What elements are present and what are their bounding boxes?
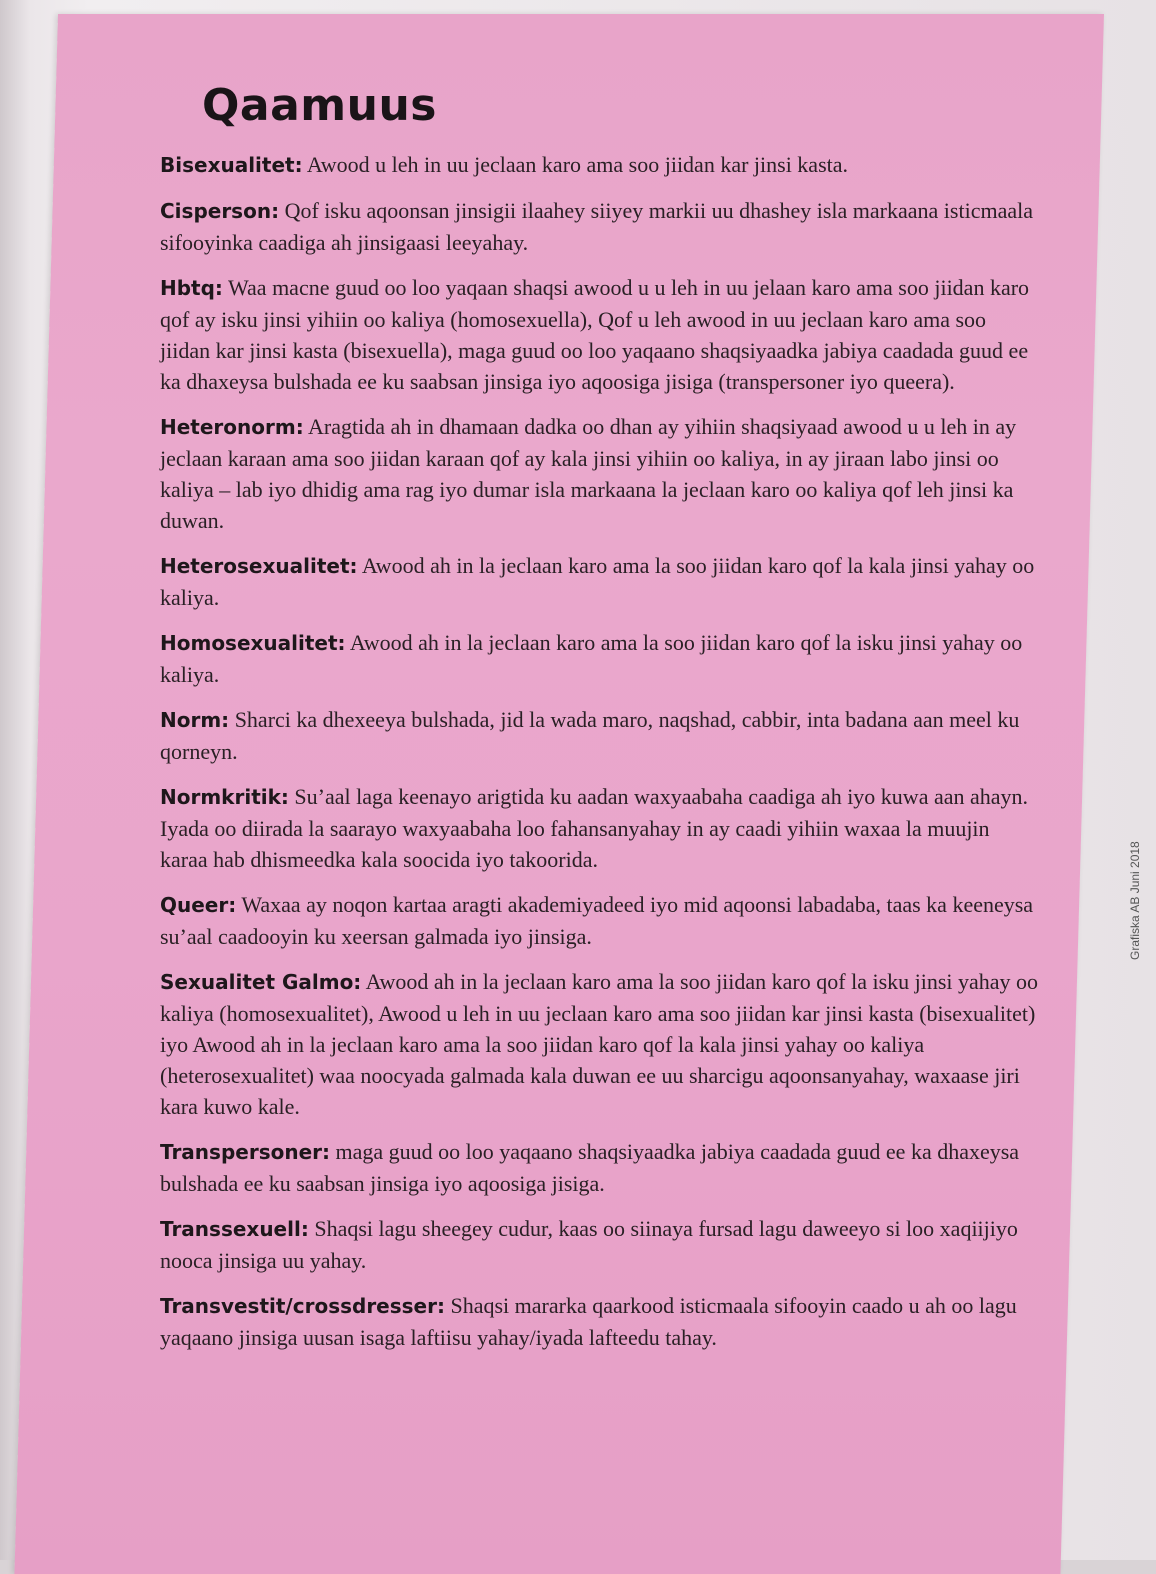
entry-definition: Awood u leh in uu jeclaan karo ama soo jiidan kar jinsi kasta. bbox=[302, 152, 849, 177]
glossary-entry-cisperson bbox=[160, 195, 1040, 258]
entry-term: Normkritik: bbox=[160, 785, 289, 809]
glossary-entry-norm bbox=[160, 704, 1040, 767]
entry-definition: Awood ah in la jeclaan karo ama la soo jiidan karo qof la kala jinsi yahay oo kaliya. bbox=[160, 553, 1035, 610]
entry-term: Heterosexualitet: bbox=[160, 554, 358, 578]
glossary-entry-normkritik bbox=[160, 781, 1040, 875]
entry-term: Homosexualitet: bbox=[160, 631, 346, 655]
entry-term: Transvestit/crossdresser: bbox=[160, 1294, 445, 1318]
entry-definition: Su’aal laga keenayo arigtida ku aadan waxyaabaha caadiga ah iyo kuwa aan ahayn. Iyada oo diirada la saarayo waxyaabaha loo fahansanyahay in ay caadi yihiin waxaa la muujin karaa hab dhismeedka kala soocida iyo takoorida. bbox=[160, 784, 1029, 872]
page-title: Qaamuus bbox=[202, 80, 437, 131]
entry-definition: Awood ah in la jeclaan karo ama la soo jiidan karo qof la isku jinsi yahay oo kaliya. bbox=[160, 630, 1023, 687]
glossary-entry-heterosexualitet bbox=[160, 550, 1040, 613]
glossary-entry-sexualitet-galmo bbox=[160, 966, 1040, 1122]
entry-term: Norm: bbox=[160, 708, 230, 732]
entry-definition: Awood ah in la jeclaan karo ama la soo jiidan karo qof la isku jinsi yahay oo kaliya (homosexualitet), Awood u leh in uu jeclaan karo ama soo jiidan kar jinsi kasta (bisexualitet) iyo Awood ah in la jeclaan karo ama la soo jiidan karo qof la kala jinsi yahay oo kaliya (heterosexualitet) waa noocyada galmada kala duwan ee uu sharcigu aqoonsanyahay, waxaase jiri kara kuwo kale. bbox=[160, 969, 1039, 1119]
entry-term: Cisperson: bbox=[160, 199, 280, 223]
entry-definition: Waa macne guud oo loo yaqaan shaqsi awood u u leh in uu jelaan karo ama soo jiidan karo qof ay isku jinsi yihiin oo kaliya (homosexuella), Qof u leh awood in uu jeclaan karo ama soo jiidan kar jinsi kasta (bisexuella), maga guud oo loo yaqaano shaqsiyaadka jabiya caadada guud ee ka dhaxeysa bulshada ee ku saabsan jinsiga iyo aqoosiga jisiga (transpersoner iyo queera). bbox=[160, 275, 1030, 394]
glossary-entry-transvestit bbox=[160, 1290, 1040, 1353]
entry-term: Transpersoner: bbox=[160, 1140, 330, 1164]
entry-definition: maga guud oo loo yaqaano shaqsiyaadka jabiya caadada guud ee ka dhaxeysa bulshada ee ku saabsan jinsiga iyo aqoosiga jisiga. bbox=[160, 1139, 1020, 1196]
entry-term: Heteronorm: bbox=[160, 415, 304, 439]
entry-definition: Waxaa ay noqon kartaa aragti akademiyadeed iyo mid aqoonsi labadaba, taas ka keeneysa su’aal caadooyin ku xeersan galmada iyo jinsiga. bbox=[160, 892, 1034, 949]
glossary-entry-queer bbox=[160, 889, 1040, 952]
entry-definition: Sharci ka dhexeeya bulshada, jid la wada maro, naqshad, cabbir, inta badana aan meel ku qorneyn. bbox=[160, 707, 1020, 764]
glossary-entry-hbtq bbox=[160, 272, 1040, 397]
printer-note: Grafiska AB Juni 2018 bbox=[1128, 841, 1142, 960]
entry-definition: Shaqsi mararka qaarkood isticmaala sifooyin caado u ah oo lagu yaqaano jinsiga uusan isaga laftiisu yahay/iyada lafteedu tahay. bbox=[160, 1293, 1017, 1350]
entry-term: Bisexualitet: bbox=[160, 153, 303, 177]
glossary-entry-transsexuell bbox=[160, 1213, 1040, 1276]
entry-definition: Qof isku aqoonsan jinsigii ilaahey siiyey markii uu dhashey isla markaana isticmaala sifooyinka caadiga ah jinsigaasi leeyahay. bbox=[160, 198, 1033, 255]
entry-term: Queer: bbox=[160, 893, 237, 917]
glossary-entry-heteronorm bbox=[160, 411, 1040, 536]
entry-term: Sexualitet Galmo: bbox=[160, 970, 362, 994]
glossary-content bbox=[160, 80, 1040, 1367]
entry-definition: Shaqsi lagu sheegey cudur, kaas oo siinaya fursad lagu daweeyo si loo xaqiijiyo nooca jinsiga uu yahay. bbox=[160, 1216, 1018, 1273]
entry-definition: Aragtida ah in dhamaan dadka oo dhan ay yihiin shaqsiyaad awood u u leh in ay jeclaan karaan ama soo jiidan karaan qof ay kala jinsi yihiin oo kaliya, in ay jiraan labo jinsi oo kaliya – lab iyo dhidig ama rag iyo dumar isla markaana la jeclaan karo oo kaliya qof leh jinsi ka duwan. bbox=[160, 414, 1017, 533]
glossary-entry-transpersoner bbox=[160, 1136, 1040, 1199]
entry-term: Transsexuell: bbox=[160, 1217, 309, 1241]
glossary-entry-homosexualitet bbox=[160, 627, 1040, 690]
entry-term: Hbtq: bbox=[160, 276, 223, 300]
glossary-entry-bisexualitet bbox=[160, 149, 1040, 181]
